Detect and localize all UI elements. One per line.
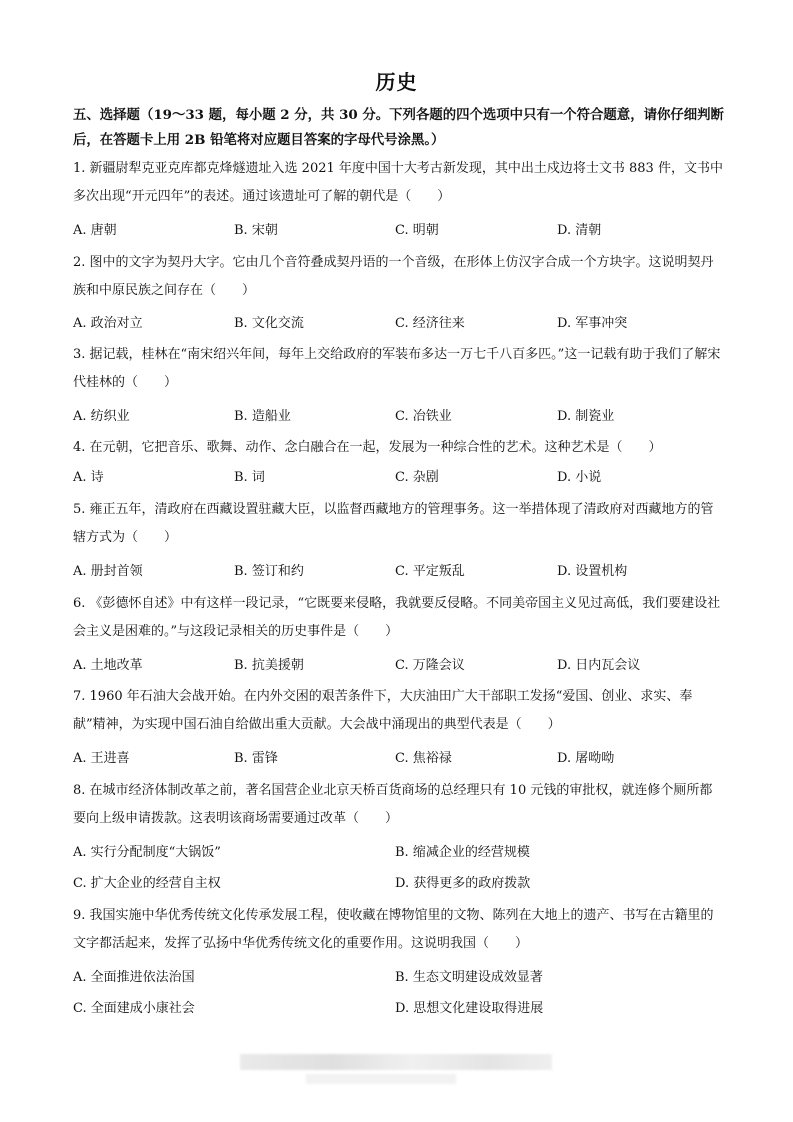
question-8-option-b: B. 缩减企业的经营规模	[395, 845, 530, 860]
question-7-option-c: C. 焦裕禄	[395, 751, 452, 766]
question-2-option-c: C. 经济往来	[395, 316, 465, 331]
question-7-option-a: A. 王进喜	[73, 751, 130, 766]
question-8-option-d: D. 获得更多的政府拨款	[395, 876, 531, 891]
question-2-option-b: B. 文化交流	[234, 316, 304, 331]
question-7-option-b: B. 雷锋	[234, 751, 278, 766]
question-3-option-c: C. 冶铁业	[395, 409, 452, 424]
question-8-option-a: A. 实行分配制度“大锅饭”	[73, 845, 221, 860]
question-8-option-c: C. 扩大企业的经营自主权	[73, 876, 221, 891]
question-6-text: 6. 《彭德怀自述》中有这样一段记录，“它既要来侵略，我就要反侵略。不同美帝国主义见过高低，我们要建设社会主义是困难的。”与这段记录相关的历史事件是（ ）	[73, 596, 721, 639]
question-3-text: 3. 据记载，桂林在“南宋绍兴年间，每年上交给政府的军装布多达一万七千八百多匹。”这一记载有助于我们了解宋代桂林的（ ）	[73, 347, 721, 390]
blurred-footer-watermark-line	[306, 1074, 456, 1084]
question-4-option-c: C. 杂剧	[395, 470, 439, 485]
question-4-option-a: A. 诗	[73, 470, 104, 485]
question-9-option-d: D. 思想文化建设取得进展	[395, 1001, 544, 1016]
page-title: 历史	[375, 70, 418, 94]
question-7-option-d: D. 屠呦呦	[557, 751, 615, 766]
question-5-option-d: D. 设置机构	[557, 564, 628, 579]
question-3-option-a: A. 纺织业	[73, 409, 130, 424]
question-9-option-c: C. 全面建成小康社会	[73, 1001, 195, 1016]
question-9-text: 9. 我国实施中华优秀传统文化传承发展工程，使收藏在博物馆里的文物、陈列在大地上的遗产、书写在古籍里的文字都活起来，发挥了弘扬中华优秀传统文化的重要作用。这说明我国（ ）	[73, 908, 714, 951]
question-6-option-c: C. 万隆会议	[395, 658, 465, 673]
question-5-text: 5. 雍正五年，清政府在西藏设置驻藏大臣，以监督西藏地方的管理事务。这一举措体现了清政府对西藏地方的管辖方式为（ ）	[73, 502, 714, 545]
question-4-option-b: B. 词	[234, 470, 265, 485]
question-1-option-c: C. 明朝	[395, 223, 439, 238]
question-3-option-b: B. 造船业	[234, 409, 291, 424]
question-6-option-a: A. 土地改革	[73, 658, 143, 673]
question-5-option-a: A. 册封首领	[73, 564, 143, 579]
question-4-text: 4. 在元朝，它把音乐、歌舞、动作、念白融合在一起，发展为一种综合性的艺术。这种艺术是（ ）	[73, 440, 662, 455]
question-1-option-b: B. 宋朝	[234, 223, 278, 238]
question-5-option-c: C. 平定叛乱	[395, 564, 465, 579]
question-4-option-d: D. 小说	[557, 470, 602, 485]
blurred-footer-watermark	[240, 1054, 552, 1070]
question-3-option-d: D. 制瓷业	[557, 409, 615, 424]
question-2-option-d: D. 军事冲突	[557, 316, 628, 331]
question-1-option-d: D. 清朝	[557, 223, 602, 238]
question-9-option-a: A. 全面推进依法治国	[73, 970, 195, 985]
question-2-option-a: A. 政治对立	[73, 316, 143, 331]
question-6-option-d: D. 日内瓦会议	[557, 658, 641, 673]
question-2-text: 2. 图中的文字为契丹大字。它由几个音符叠成契丹语的一个音级，在形体上仿汉字合成一个方块字。这说明契丹族和中原民族之间存在（ ）	[73, 255, 714, 298]
question-8-text: 8. 在城市经济体制改革之前，著名国营企业北京天桥百货商场的总经理只有 10 元钱的审批权，就连修个厕所都要向上级申请拨款。这表明该商场需要通过改革（ ）	[73, 783, 713, 826]
section-instructions: 五、选择题（19～33 题，每小题 2 分，共 30 分。下列各题的四个选项中只有一个符合题意，请你仔细判断后，在答题卡上用 2B 铅笔将对应题目答案的字母代号涂黑。）	[73, 107, 724, 148]
question-9-option-b: B. 生态文明建设成效显著	[395, 970, 543, 985]
question-7-text: 7. 1960 年石油大会战开始。在内外交困的艰苦条件下，大庆油田广大干部职工发扬“爱国、创业、求实、奉献”精神，为实现中国石油自给做出重大贡献。大会战中涌现出的典型代表是（ ）	[73, 689, 693, 732]
question-5-option-b: B. 签订和约	[234, 564, 304, 579]
question-1-option-a: A. 唐朝	[73, 223, 117, 238]
question-6-option-b: B. 抗美援朝	[234, 658, 304, 673]
question-1-text: 1. 新疆尉犁克亚克库都克烽燧遗址入选 2021 年度中国十大考古新发现，其中出土戍边将士文书 883 件，文书中多次出现“开元四年”的表述。通过该遗址可了解的朝代是（ ）	[73, 161, 723, 204]
